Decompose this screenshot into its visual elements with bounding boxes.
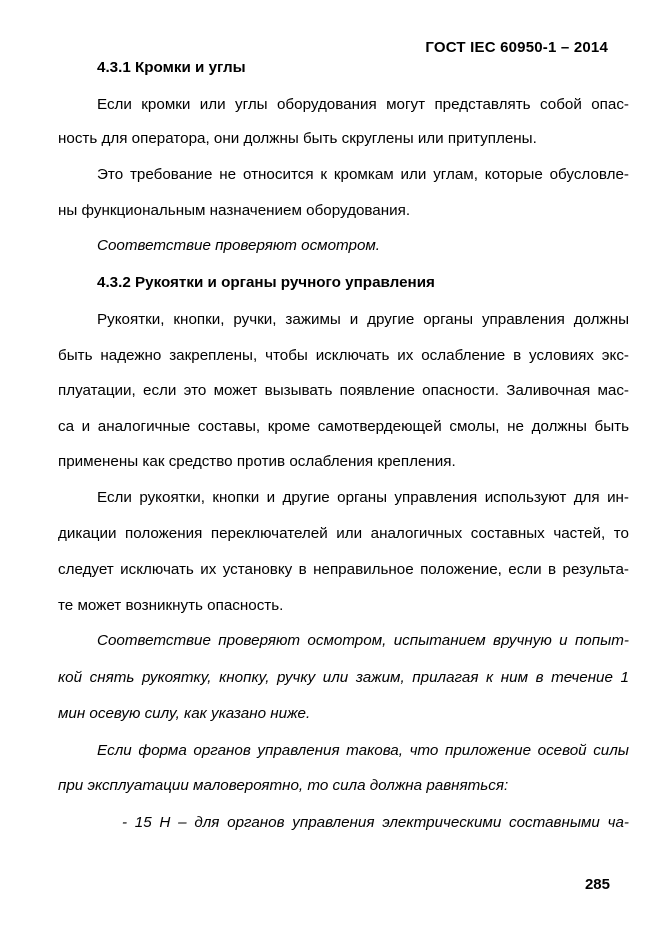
paragraph-line: быть надежно закреплены, чтобы исключать их ослабление в условиях экс- bbox=[58, 347, 629, 364]
conformity-check-text: Соответствие проверяют осмотром, испытанием вручную и попыт- bbox=[97, 632, 629, 649]
conformity-check-text: мин осевую силу, как указано ниже. bbox=[58, 705, 311, 722]
list-item: - 15 Н – для органов управления электрическими составными ча- bbox=[122, 814, 629, 831]
standard-header: ГОСТ IEC 60950-1 – 2014 bbox=[425, 39, 608, 56]
section-heading-4-3-1: 4.3.1 Кромки и углы bbox=[97, 59, 246, 76]
conformity-check-text: кой снять рукоятку, кнопку, ручку или зажим, прилагая к ним в течение 1 bbox=[58, 669, 629, 686]
paragraph-line: следует исключать их установку в неправильное положение, если в результа- bbox=[58, 561, 629, 578]
paragraph-line: те может возникнуть опасность. bbox=[58, 597, 284, 614]
conformity-check-text: Соответствие проверяют осмотром. bbox=[97, 237, 381, 254]
paragraph-line: ность для оператора, они должны быть скруглены или притуплены. bbox=[58, 130, 537, 147]
paragraph-line: ны функциональным назначением оборудования. bbox=[58, 202, 411, 219]
axial-force-text: Если форма органов управления такова, что приложение осевой силы bbox=[97, 742, 629, 759]
paragraph-line: са и аналогичные составы, кроме самотвердеющей смолы, не должны быть bbox=[58, 418, 629, 435]
paragraph-line: плуатации, если это может вызывать появление опасности. Заливочная мас- bbox=[58, 382, 629, 399]
paragraph-line: применены как средство против ослабления крепления. bbox=[58, 453, 456, 470]
axial-force-text: при эксплуатации маловероятно, то сила должна равняться: bbox=[58, 777, 509, 794]
paragraph-line: дикации положения переключателей или аналогичных составных частей, то bbox=[58, 525, 629, 542]
page-number: 285 bbox=[584, 876, 610, 893]
paragraph-line: Это требование не относится к кромкам или углам, которые обусловле- bbox=[97, 166, 629, 183]
paragraph-line: Если кромки или углы оборудования могут представлять собой опас- bbox=[97, 96, 629, 113]
paragraph-line: Рукоятки, кнопки, ручки, зажимы и другие органы управления должны bbox=[97, 311, 629, 328]
paragraph-line: Если рукоятки, кнопки и другие органы управления используют для ин- bbox=[97, 489, 629, 506]
section-heading-4-3-2: 4.3.2 Рукоятки и органы ручного управления bbox=[97, 274, 435, 291]
